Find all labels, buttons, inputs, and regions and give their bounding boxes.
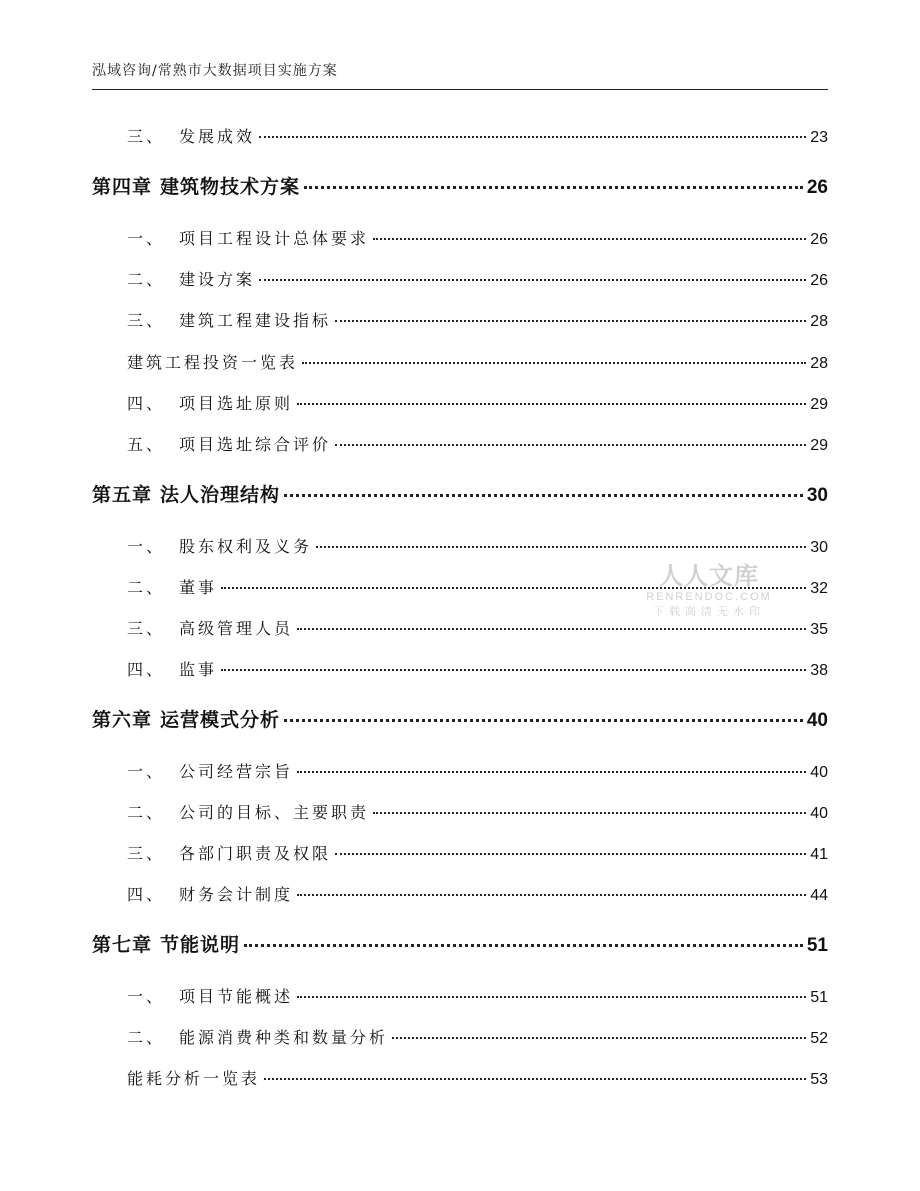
toc-entry-title: 法人治理结构	[160, 484, 281, 506]
toc-entry-title: 建筑工程建设指标	[179, 311, 332, 330]
toc-dot-leader	[297, 771, 806, 773]
toc-page-number: 38	[810, 662, 828, 679]
toc-page-number: 40	[810, 764, 828, 781]
watermark-url: RENRENDOC.COM	[646, 591, 772, 603]
toc-entry-title: 建筑物技术方案	[160, 176, 301, 198]
toc-entry-title: 建筑工程投资一览表	[127, 353, 299, 372]
toc-chapter-entry[interactable]	[92, 705, 828, 732]
toc-entry-title: 运营模式分析	[160, 709, 281, 731]
toc-entry-title: 董事	[179, 578, 218, 597]
toc-page-number: 41	[810, 846, 828, 863]
toc-page-number: 30	[806, 485, 828, 506]
toc-entry-number: 五、	[127, 435, 166, 454]
toc-entry-number: 第四章	[92, 176, 153, 198]
toc-section-entry[interactable]	[127, 1025, 828, 1048]
toc-page-number: 26	[810, 272, 828, 289]
toc-entry-title: 项目工程设计总体要求	[179, 229, 370, 248]
toc-entry-number: 一、	[127, 229, 166, 248]
toc-dot-leader	[335, 444, 806, 446]
toc-section-entry[interactable]	[127, 226, 828, 249]
toc-dot-leader	[297, 894, 806, 896]
toc-entry-title: 财务会计制度	[179, 885, 294, 904]
toc-entry-title: 公司经营宗旨	[179, 762, 294, 781]
toc-section-entry[interactable]	[127, 841, 828, 864]
toc-entry-title: 发展成效	[179, 127, 256, 146]
toc-entry-number: 一、	[127, 762, 166, 781]
watermark	[646, 562, 772, 620]
toc-page-number: 30	[810, 539, 828, 556]
toc-entry-title: 节能说明	[160, 934, 241, 956]
toc-dot-leader	[302, 362, 806, 364]
toc-page-number: 29	[810, 396, 828, 413]
toc-entry-number: 四、	[127, 394, 166, 413]
toc-section-entry[interactable]	[127, 534, 828, 557]
toc-page-number: 44	[810, 887, 828, 904]
toc-dot-leader	[316, 546, 806, 548]
toc-page-number: 26	[806, 177, 828, 198]
toc-dot-leader	[284, 494, 803, 497]
toc-section-entry[interactable]	[127, 432, 828, 455]
toc-chapter-entry[interactable]	[92, 930, 828, 957]
toc-section-entry[interactable]	[127, 800, 828, 823]
toc-dot-leader	[335, 320, 806, 322]
toc-dot-leader	[335, 853, 806, 855]
toc-dot-leader	[297, 996, 806, 998]
toc-entry-title: 项目选址原则	[179, 394, 294, 413]
toc-dot-leader	[304, 186, 803, 189]
toc-entry-number: 四、	[127, 885, 166, 904]
toc-entry-number: 二、	[127, 578, 166, 597]
toc-page-number: 35	[810, 621, 828, 638]
toc-dot-leader	[264, 1078, 806, 1080]
toc-section-entry[interactable]	[127, 1066, 828, 1089]
toc-entry-number: 一、	[127, 537, 166, 556]
toc-dot-leader	[284, 719, 803, 722]
toc-entry-title: 能源消费种类和数量分析	[179, 1028, 389, 1047]
toc-page-number: 26	[810, 231, 828, 248]
toc-section-entry[interactable]	[127, 882, 828, 905]
toc-section-entry[interactable]	[127, 308, 828, 331]
toc-entry-title: 项目选址综合评价	[179, 435, 332, 454]
toc-section-entry[interactable]	[127, 267, 828, 290]
toc-entry-number: 第七章	[92, 934, 153, 956]
toc-dot-leader	[259, 136, 806, 138]
toc-section-entry[interactable]	[127, 124, 828, 147]
toc-page-number: 28	[810, 313, 828, 330]
toc-section-entry[interactable]	[127, 391, 828, 414]
header-divider	[92, 89, 828, 90]
toc-entry-number: 三、	[127, 311, 166, 330]
toc-section-entry[interactable]	[127, 657, 828, 680]
toc-entry-title: 股东权利及义务	[179, 537, 313, 556]
toc-page-number: 53	[810, 1071, 828, 1088]
toc-page-number: 40	[806, 710, 828, 731]
toc-entry-title: 公司的目标、主要职责	[179, 803, 370, 822]
toc-page-number: 28	[810, 355, 828, 372]
toc-dot-leader	[373, 812, 806, 814]
toc-page-number: 32	[810, 580, 828, 597]
toc-page-number: 52	[810, 1030, 828, 1047]
toc-page-number: 51	[806, 935, 828, 956]
watermark-subtitle: 下载高清无水印	[653, 605, 765, 618]
toc-dot-leader	[297, 628, 806, 630]
toc-entry-number: 四、	[127, 660, 166, 679]
toc-entry-number: 二、	[127, 270, 166, 289]
toc-entry-number: 三、	[127, 127, 166, 146]
watermark-title: 人人文库	[659, 562, 759, 590]
toc-entry-number: 三、	[127, 619, 166, 638]
toc-entry-title: 建设方案	[179, 270, 256, 289]
toc-chapter-entry[interactable]	[92, 172, 828, 199]
toc-dot-leader	[373, 238, 806, 240]
toc-section-entry[interactable]	[127, 984, 828, 1007]
toc-entry-title: 监事	[179, 660, 218, 679]
toc-section-entry[interactable]	[127, 759, 828, 782]
toc-entry-title: 项目节能概述	[179, 987, 294, 1006]
toc-entry-title: 各部门职责及权限	[179, 844, 332, 863]
toc-dot-leader	[221, 669, 806, 671]
toc-entry-number: 二、	[127, 803, 166, 822]
toc-page-number: 29	[810, 437, 828, 454]
toc-entry-number: 二、	[127, 1028, 166, 1047]
toc-dot-leader	[244, 944, 803, 947]
toc-entry-number: 一、	[127, 987, 166, 1006]
toc-entry-number: 第五章	[92, 484, 153, 506]
toc-entry-number: 三、	[127, 844, 166, 863]
toc-page-number: 51	[810, 989, 828, 1006]
page-header: 泓域咨询/常熟市大数据项目实施方案	[92, 63, 338, 79]
toc-entry-number: 第六章	[92, 709, 153, 731]
toc-dot-leader	[259, 279, 806, 281]
toc-chapter-entry[interactable]	[92, 480, 828, 507]
toc-entry-title: 高级管理人员	[179, 619, 294, 638]
toc-section-entry[interactable]	[127, 350, 828, 373]
toc-entry-title: 能耗分析一览表	[127, 1069, 261, 1088]
toc-page-number: 40	[810, 805, 828, 822]
toc-page-number: 23	[810, 129, 828, 146]
toc-dot-leader	[392, 1037, 806, 1039]
toc-dot-leader	[297, 403, 806, 405]
